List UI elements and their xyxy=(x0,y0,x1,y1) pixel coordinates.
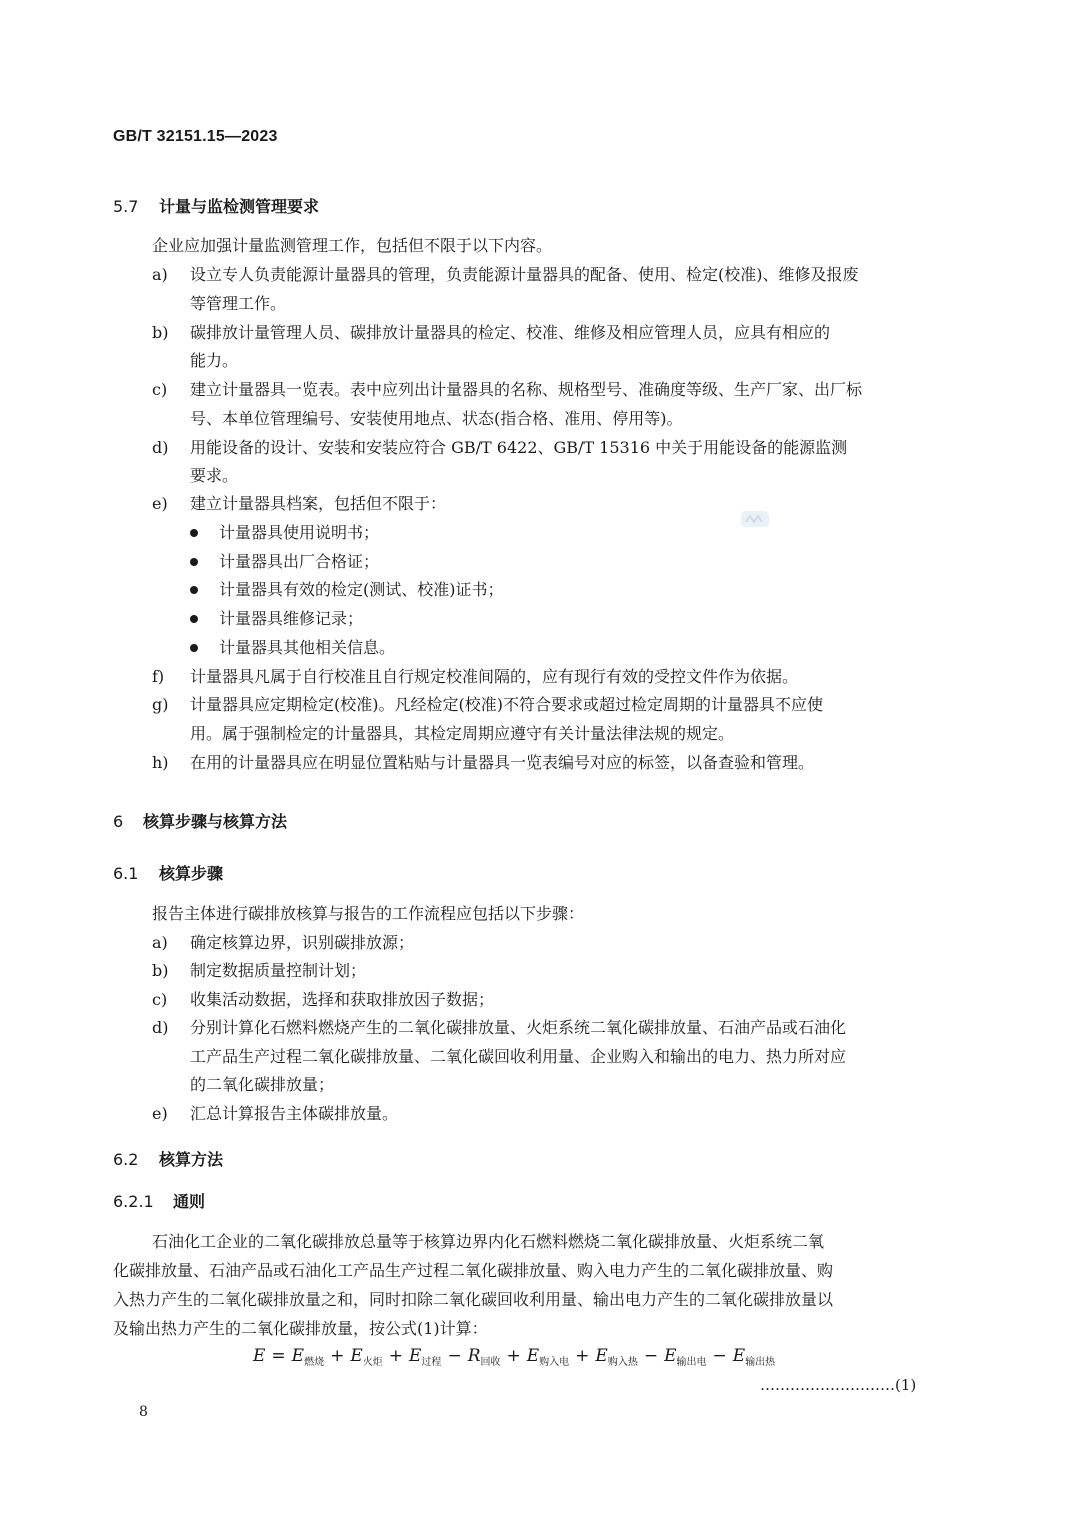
formula-symbol: E xyxy=(409,1346,422,1366)
list-text: 工产品生产过程二氧化碳排放量、二氧化碳回收利用量、企业购入和输出的电力、热力所对应 xyxy=(190,1047,847,1066)
bullet-dot-icon xyxy=(190,644,198,652)
bullet-dot-icon xyxy=(190,529,198,537)
list-text: 建立计量器具一览表。表中应列出计量器具的名称、规格型号、准确度等级、生产厂家、出厂标 xyxy=(190,380,863,399)
list-label: g) xyxy=(152,695,169,714)
list-label: c) xyxy=(152,380,168,399)
formula-equals: = xyxy=(271,1346,286,1366)
list-text: 制定数据质量控制计划； xyxy=(190,961,367,980)
list-label: e) xyxy=(152,494,168,513)
bullet-text: 计量器具出厂合格证； xyxy=(219,552,380,571)
paragraph-line: 及输出热力产生的二氧化碳排放量，按公式(1)计算： xyxy=(113,1319,488,1338)
bullet-dot-icon xyxy=(190,558,198,566)
list-text: 在用的计量器具应在明显位置粘贴与计量器具一览表编号对应的标签，以备查验和管理。 xyxy=(190,753,815,772)
section-heading-6-1 xyxy=(113,861,223,884)
section-number: 6.1 xyxy=(113,864,139,883)
formula-symbol: E xyxy=(350,1346,363,1366)
list-text: 计量器具应定期检定(校准)。凡经检定(校准)不符合要求或超过检定周期的计量器具不应使 xyxy=(190,695,823,714)
formula-term xyxy=(733,1346,775,1366)
page-number: 8 xyxy=(139,1404,148,1420)
equation-number: ………………………(1) xyxy=(760,1376,917,1394)
list-text: 汇总计算报告主体碳排放量。 xyxy=(190,1104,399,1123)
paragraph: 企业应加强计量监测管理工作，包括但不限于以下内容。 xyxy=(152,236,553,255)
list-text: 等管理工作。 xyxy=(190,294,287,313)
bullet-dot-icon xyxy=(190,615,198,623)
section-title: 核算步骤 xyxy=(159,864,224,883)
section-heading-6-2 xyxy=(113,1147,223,1170)
section-title: 通则 xyxy=(173,1192,206,1211)
list-text: 收集活动数据，选择和获取排放因子数据； xyxy=(190,990,495,1009)
formula-operator: − xyxy=(712,1346,727,1366)
bullet-text: 计量器具有效的检定(测试、校准)证书； xyxy=(219,580,504,599)
formula-operator: − xyxy=(447,1346,462,1366)
list-text: 计量器具凡属于自行校准且自行规定校准间隔的，应有现行有效的受控文件作为依据。 xyxy=(190,667,799,686)
list-text: 的二氧化碳排放量； xyxy=(190,1075,335,1094)
bullet-dot-icon xyxy=(190,586,198,594)
list-label: e) xyxy=(152,1104,168,1123)
formula-operator: + xyxy=(330,1346,345,1366)
formula-subscript: 购入电 xyxy=(539,1357,570,1368)
section-title: 计量与监检测管理要求 xyxy=(159,197,320,216)
formula-operator: + xyxy=(506,1346,521,1366)
paragraph-line: 入热力产生的二氧化碳排放量之和，同时扣除二氧化碳回收利用量、输出电力产生的二氧化碳排放量以 xyxy=(113,1290,834,1309)
formula-term xyxy=(527,1346,569,1366)
list-label: a) xyxy=(152,265,168,284)
formula-symbol: E xyxy=(526,1346,540,1366)
formula-symbol: E xyxy=(664,1346,677,1366)
formula-subscript: 燃烧 xyxy=(304,1357,325,1368)
formula xyxy=(253,1346,775,1368)
watermark-logo-icon xyxy=(740,510,770,528)
list-label: d) xyxy=(152,1018,169,1037)
formula-symbol: E xyxy=(732,1346,746,1366)
list-label: a) xyxy=(152,933,168,952)
formula-subscript: 过程 xyxy=(421,1357,442,1368)
formula-operator: − xyxy=(643,1346,659,1366)
list-text: 确定核算边界，识别碳排放源； xyxy=(190,933,415,952)
formula-term xyxy=(350,1346,382,1366)
list-text: 号、本单位管理编号、安装使用地点、状态(指合格、准用、停用等)。 xyxy=(190,409,683,428)
bullet-text: 计量器具其他相关信息。 xyxy=(219,638,396,657)
section-title: 核算步骤与核算方法 xyxy=(143,812,288,831)
formula-term xyxy=(664,1346,706,1366)
formula-term xyxy=(595,1346,637,1366)
list-text: 建立计量器具档案，包括但不限于： xyxy=(190,494,447,513)
paragraph-line: 化碳排放量、石油产品或石油化工产品生产过程二氧化碳排放量、购入电力产生的二氧化碳排放量、购 xyxy=(113,1261,834,1280)
section-title: 核算方法 xyxy=(159,1150,224,1169)
formula-term xyxy=(468,1346,501,1366)
list-label: h) xyxy=(152,753,169,772)
bullet-text: 计量器具维修记录； xyxy=(219,609,364,628)
formula-subscript: 购入热 xyxy=(607,1357,638,1368)
formula-lhs: E xyxy=(253,1346,266,1366)
list-text: 用。属于强制检定的计量器具，其检定周期应遵守有关计量法律法规的规定。 xyxy=(190,724,735,743)
formula-term xyxy=(409,1346,441,1366)
list-label: d) xyxy=(152,438,169,457)
list-label: c) xyxy=(152,990,168,1009)
list-label: b) xyxy=(152,961,169,980)
formula-subscript: 火炬 xyxy=(362,1357,383,1368)
paragraph-line: 石油化工企业的二氧化碳排放总量等于核算边界内化石燃料燃烧二氧化碳排放量、火炬系统二氧 xyxy=(152,1232,825,1251)
list-text: 分别计算化石燃料燃烧产生的二氧化碳排放量、火炬系统二氧化碳排放量、石油产品或石油化 xyxy=(190,1018,847,1037)
standard-code: GB/T 32151.15—2023 xyxy=(113,128,278,145)
list-text: 用能设备的设计、安装和安装应符合 GB/T 6422、GB/T 15316 中关于用能设备的能源监测 xyxy=(190,438,848,457)
section-number: 5.7 xyxy=(113,197,139,216)
list-text: 设立专人负责能源计量器具的管理，负责能源计量器具的配备、使用、检定(校准)、维修及报废 xyxy=(190,265,859,284)
formula-subscript: 输出热 xyxy=(745,1357,776,1368)
list-label: f) xyxy=(152,667,165,686)
formula-term xyxy=(292,1346,324,1366)
list-text: 碳排放计量管理人员、碳排放计量器具的检定、校准、维修及相应管理人员，应具有相应的 xyxy=(190,323,831,342)
formula-operator: + xyxy=(388,1346,404,1366)
formula-symbol: E xyxy=(595,1346,608,1366)
list-text: 能力。 xyxy=(190,351,239,370)
section-number: 6.2.1 xyxy=(113,1192,154,1211)
section-number: 6.2 xyxy=(113,1150,139,1169)
formula-subscript: 回收 xyxy=(480,1357,501,1368)
list-text: 要求。 xyxy=(190,466,239,485)
section-heading-6-2-1 xyxy=(113,1189,205,1212)
paragraph: 报告主体进行碳排放核算与报告的工作流程应包括以下步骤： xyxy=(152,904,585,923)
formula-symbol: E xyxy=(291,1346,305,1366)
formula-symbol: R xyxy=(467,1346,481,1366)
bullet-text: 计量器具使用说明书； xyxy=(219,523,380,542)
section-number: 6 xyxy=(113,812,124,831)
section-heading-6 xyxy=(113,809,287,832)
list-label: b) xyxy=(152,323,169,342)
formula-subscript: 输出电 xyxy=(676,1357,707,1368)
formula-operator: + xyxy=(575,1346,590,1366)
section-heading-5-7 xyxy=(113,194,319,217)
